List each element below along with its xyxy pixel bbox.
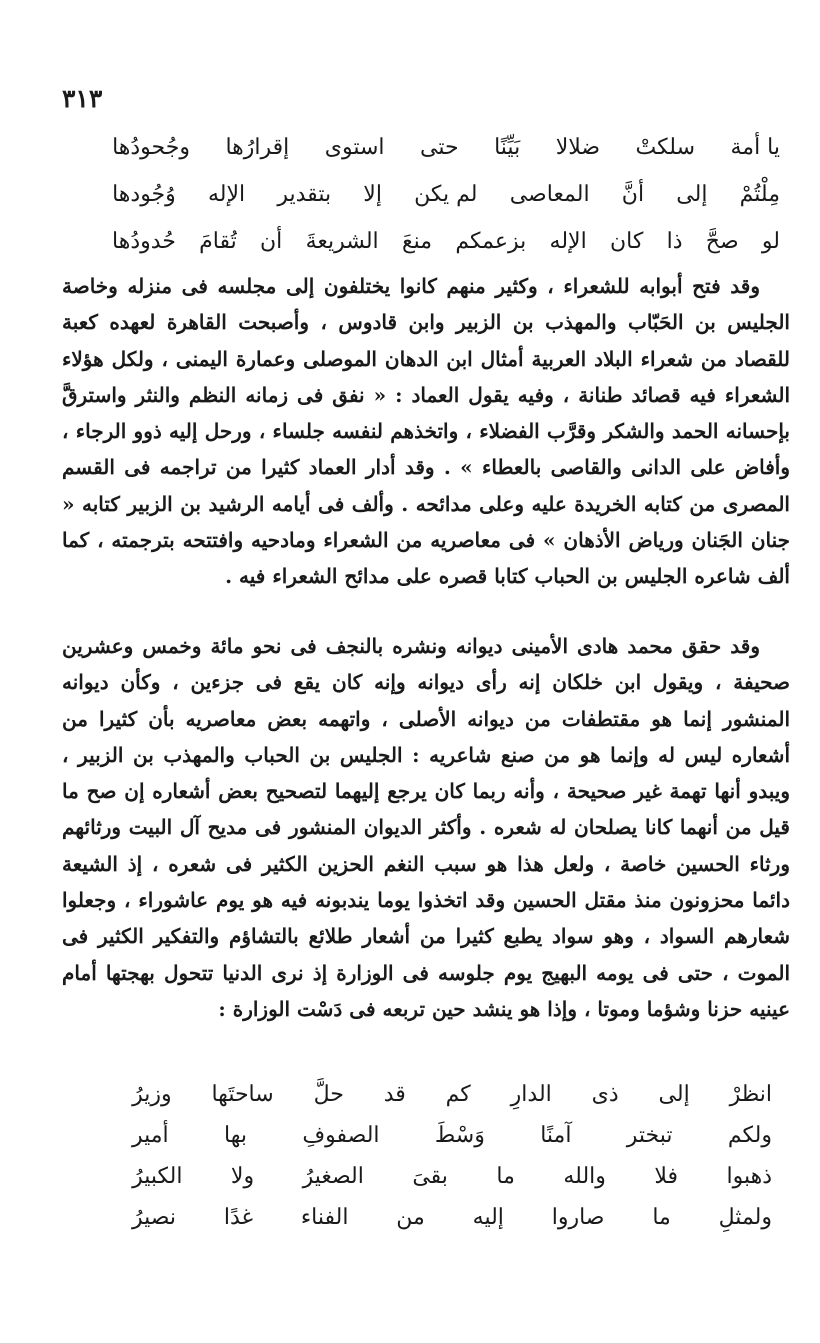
verse-word: يا أمة [730,135,780,160]
poem-top [112,128,780,269]
verse-line [132,1075,772,1116]
verse-word: أمير [132,1123,169,1148]
verse-word: بتقدير [277,182,332,207]
verse-word: تبختر [626,1123,673,1148]
verse-line [132,1116,772,1157]
verse-word: ما [496,1164,515,1189]
verse-word: إلى [658,1082,690,1107]
paragraph-1 [62,268,790,595]
verse-word: وجُحودُها [112,135,190,160]
verse-word: آمنًا [540,1123,572,1148]
verse-word: حلَّ [313,1082,344,1107]
verse-word: سلكتْ [635,135,695,160]
verse-word: صحَّ [705,229,739,254]
verse-line [112,128,780,175]
verse-word: ولكم [727,1123,772,1148]
verse-word: والله [563,1164,606,1189]
paragraph-1-text: وقد فتح أبوابه للشعراء ، وكثير منهم كانوا يختلفون إلى مجلسه فى منزله وخاصة الجليس بن الحَبّاب والمهذب بن الزبير وابن قادوس ، وأصبحت القاهرة لعهده كعبة للقصاد من شعراء البلاد العربية أمثال ابن الدهان الموصلى وعمارة اليمنى ، ولكل هؤلاء الشعراء فيه قصائد طنانة ، وفيه يقول العماد : « نفق فى زمانه النظم والنثر واسترقَّ بإحسانه الحمد والشكر وقرَّب الفضلاء ، واتخذهم لنفسه جلساء ، ورحل إليه ذوو الرجاء ، وأفاض على الدانى والقاصى بالعطاء » . وقد أدار العماد كثيرا من تراجمه فى القسم المصرى من كتابه الخريدة عليه وعلى مدائحه . وألف فى أيامه الرشيد بن الزبير كتابه « جنان الجَنان ورياض الأذهان » فى معاصريه من الشعراء ومادحيه وافتتحه بترجمته ، كما ألف شاعره الجليس بن الحباب كتابا قصره على مدائح الشعراء فيه . [62,274,790,589]
verse-word: بزعمكم [455,229,527,254]
verse-line [112,175,780,222]
verse-word: الدارِ [510,1082,552,1107]
verse-word: نصيرُ [132,1205,176,1230]
verse-word: كم [445,1082,471,1107]
page-number: ٣١٣ [62,84,103,113]
verse-word: أنَّ [621,182,645,207]
verse-word: فلا [654,1164,679,1189]
verse-line [112,222,780,269]
verse-word: مِلْتُمْ [739,182,780,207]
verse-word: حُدودُها [112,229,176,254]
verse-word: من [396,1205,425,1230]
verse-word: منعَ [401,229,433,254]
verse-word: الفناء [300,1205,349,1230]
verse-word: ولا [230,1164,255,1189]
verse-word: الصفوفِ [302,1123,380,1148]
verse-word: وَسْطَ [434,1123,485,1148]
verse-word: ضلالا [555,135,601,160]
verse-word: ما [652,1205,671,1230]
verse-word: حتى [420,135,459,160]
verse-word: تُقامَ [199,229,237,254]
verse-word: الصغيرُ [302,1164,364,1189]
verse-line [132,1198,772,1239]
verse-word: صاروا [551,1205,605,1230]
verse-word: ساحتَها [211,1082,274,1107]
verse-word: إليه [472,1205,504,1230]
verse-word: ولمثلِ [718,1205,772,1230]
verse-word: استوى [324,135,385,160]
verse-word: ذى [591,1082,619,1107]
verse-word: الشريعةَ [305,229,379,254]
verse-word: ذهبوا [726,1164,772,1189]
paragraph-2-text: وقد حقق محمد هادى الأمينى ديوانه ونشره بالنجف فى نحو مائة وخمس وعشرين صحيفة ، ويقول ابن خلكان إنه رأى ديوانه وإنه كان يقع فى جزءين ، وكأن ديوانه المنشور إنما هو مقتطفات من ديوانه الأصلى ، واتهمه بعض معاصريه بأن كثيرا من أشعاره ليس له وإنما هو من صنع شاعريه : الجليس بن الحباب والمهذب بن الزبير ، ويبدو أنها تهمة غير صحيحة ، وأنه ربما كان يرجع إليهما لتصحيح بعض أشعاره إن صح ما قيل من أنهما كانا يصلحان له شعره . وأكثر الديوان المنشور فى مديح آل البيت ورثائهم ورثاء الحسين خاصة ، ولعل هذا هو سبب النغم الحزين الكثير فى شعره ، إذ الشيعة دائما محزونون منذ مقتل الحسين وقد اتخذوا يوما يندبونه فيه هو يوم عاشوراء ، وجعلوا شعارهم السواد ، وهو سواد يطبع كثيرا من أشعار طلائع بالتشاؤم والتفكير الكثير فى الموت ، حتى فى يومه البهيج يوم جلوسه فى الوزارة إذ نرى الدنيا تتحول بهجتها أمام عينيه حزنا وشؤما وموتا ، وإذا هو ينشد حين تربعه فى دَسْت الوزارة : [62,634,791,1021]
verse-word: إلى [676,182,708,207]
verse-word: ذا [666,229,683,254]
verse-word: وزيرُ [132,1082,172,1107]
verse-word: بقىَ [412,1164,448,1189]
paragraph-2 [62,628,790,1027]
verse-word: لم يكن [414,182,478,207]
verse-word: الإله [208,182,246,207]
verse-word: الكبيرُ [132,1164,183,1189]
verse-word: الإله [549,229,587,254]
verse-word: أن [260,229,283,254]
verse-word: المعاصى [509,182,590,207]
verse-word: وُجُودها [112,182,176,207]
verse-word: لو [761,229,780,254]
verse-word: إلا [363,182,382,207]
verse-line [132,1157,772,1198]
verse-word: انظرْ [729,1082,772,1107]
poem-bottom [132,1075,772,1239]
verse-word: غدًا [223,1205,253,1230]
verse-word: إقرارُها [225,135,290,160]
verse-word: كان [609,229,644,254]
verse-word: بَيِّنًا [494,135,521,160]
verse-word: بها [224,1123,247,1148]
verse-word: قد [383,1082,406,1107]
